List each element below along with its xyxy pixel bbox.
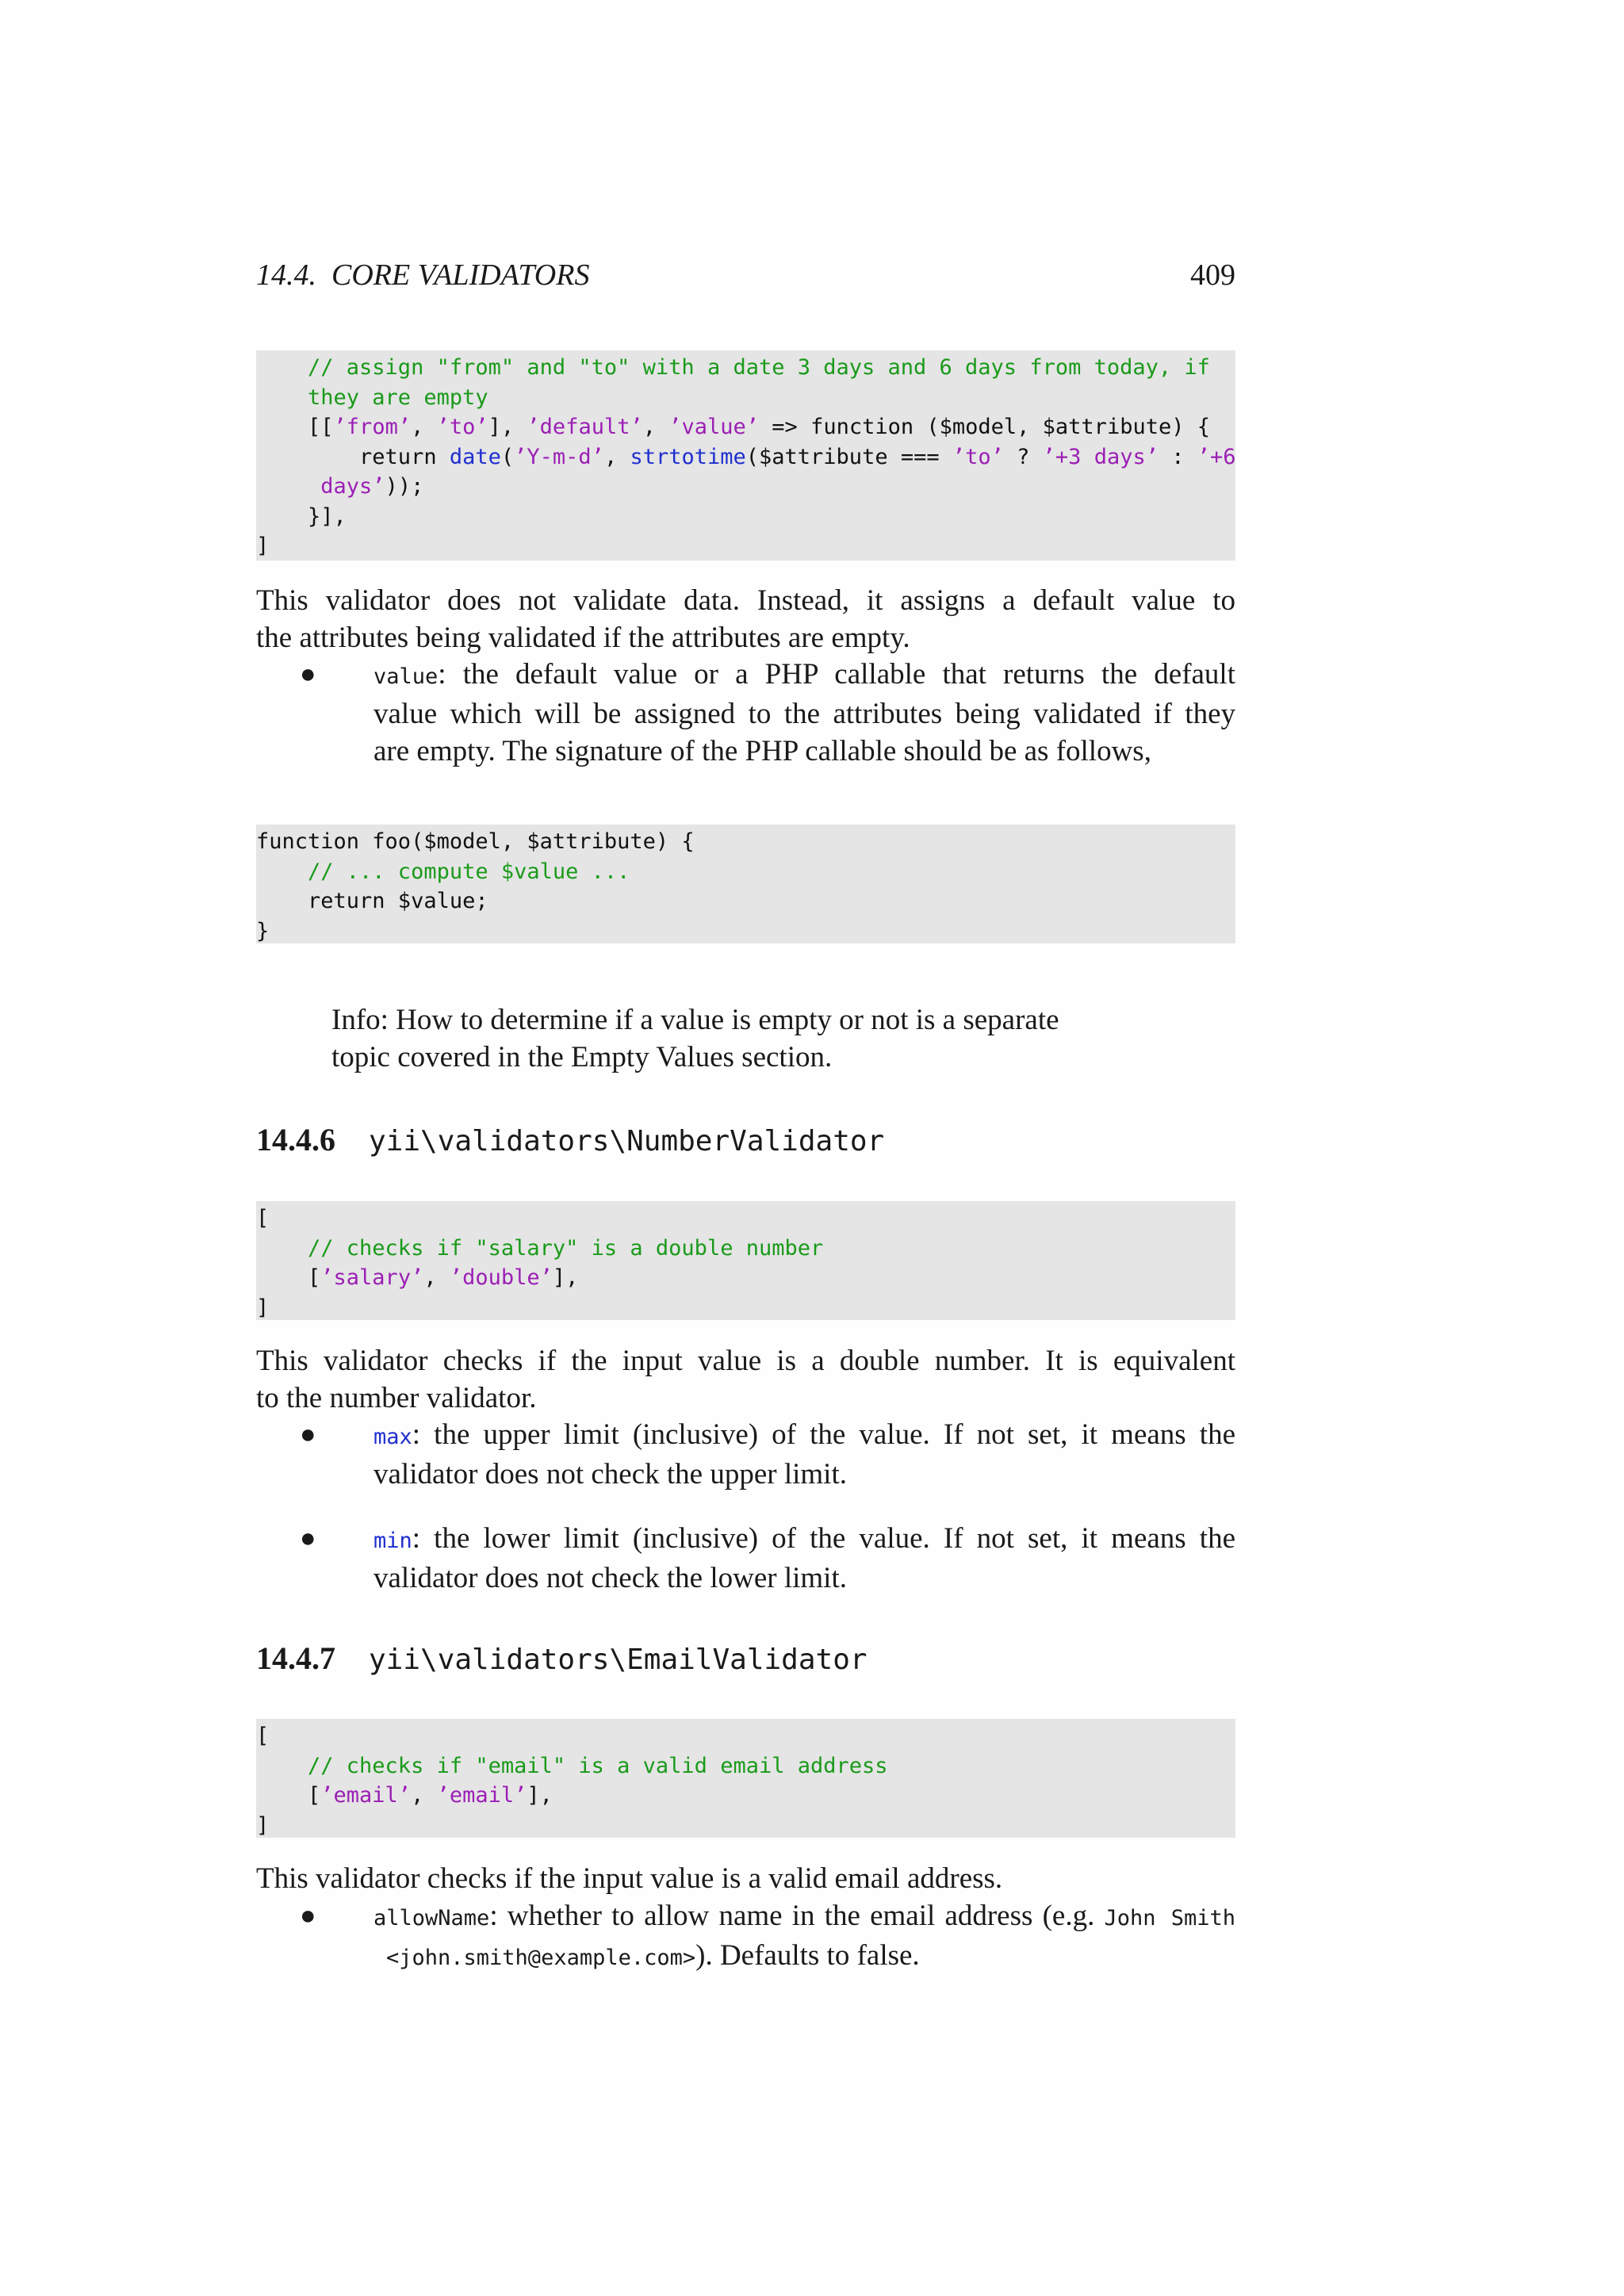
page-number: 409 (1190, 258, 1235, 292)
code-line: } (256, 918, 270, 943)
bullet-icon: ● (300, 660, 316, 689)
code-line: [’salary’, ’double’], (256, 1265, 579, 1290)
code-line: [[’from’, ’to’], ’default’, ’value’ => function ($model, $attribute) { (256, 415, 1210, 439)
paragraph-email-validator: This validator checks if the input value is a valid email address. (256, 1862, 1003, 1895)
paragraph-default-validator: This validator does not validate data. Instead, it assigns a default value to the attributes being validated if the attributes are empty. (256, 584, 1235, 654)
code-line: ] (256, 534, 270, 558)
code-line: [’email’, ’email’], (256, 1783, 553, 1808)
code-line: return date(’Y-m-d’, strtotime($attribute === ’to’ ? ’+3 days’ : ’+6 (256, 444, 1236, 469)
code-line: they are empty (256, 385, 488, 410)
code-line: [ (256, 1724, 270, 1748)
code-block-default-validator (256, 350, 1235, 561)
code-line: [ (256, 1206, 270, 1230)
code-line: return $value; (256, 889, 488, 913)
code-block-callable-signature (256, 825, 1235, 943)
code-line: ] (256, 1295, 270, 1320)
code-block-number-validator (256, 1201, 1235, 1320)
bullet-icon: ● (300, 1901, 316, 1931)
running-header (256, 258, 1235, 297)
info-note: Info: How to determine if a value is empty or not is a separate topic covered in the Empty Values section. (331, 1004, 1059, 1073)
code-line: // assign "from" and "to" with a date 3 days and 6 days from today, if (256, 355, 1210, 380)
code-block-email-validator (256, 1719, 1235, 1838)
code-line: // checks if "salary" is a double number (256, 1235, 824, 1261)
keyword-allowname: allowName (373, 1906, 490, 1931)
code-line: }], (256, 503, 347, 529)
keyword-max[interactable]: max (373, 1425, 412, 1449)
keyword-min[interactable]: min (373, 1529, 412, 1553)
code-line: // ... compute $value ... (256, 859, 630, 884)
bullet-icon: ● (300, 1524, 316, 1553)
paragraph-number-validator: This validator checks if the input value is a double number. It is equivalent to the number validator. (256, 1345, 1235, 1414)
code-line: function foo($model, $attribute) { (256, 829, 695, 854)
code-line: ] (256, 1812, 270, 1838)
bullet-icon: ● (300, 1420, 316, 1449)
code-line: // checks if "email" is a valid email address (256, 1753, 888, 1778)
keyword-value: value (373, 664, 439, 689)
section-heading-email-validator: 14.4.7 yii\validators\EmailValidator (256, 1640, 868, 1676)
code-line: days’)); (256, 474, 424, 499)
document-page: 14.4. CORE VALIDATORS 409 // assign "from" and "to" with a date 3 days and 6 days from today, if they are empty [[’from’, ’to’], ’default’, ’value’ => function ($model, $attribute) { return date(’Y-m-d’, strtotime($attribute === ’to’ ? ’+3 days’ : ’+6 days’)); }], ] This validator does not validate data. Instead, it assigns a default value to the attributes being validated if the attributes are empty. ● value: the default value or a PHP callable that returns the default value which will be assigned to the attributes being validated if they are empty. The signature of the PHP callable should be as follows, function foo($model, $attribute) { // ... compute $value ... return $value; } Info: How to determine if a value is empty or not is a separate topic covered in the Empty Values section. 14.4.6 yii\validators\NumberValidator [ // checks if "salary" is a double number [’salary’, ’double’], ] This validator checks if the input value is a double number. It is equivalent to the number validator. ● max: the upper limit (inclusive) of the value. If not set, it means the validator does not check the upper limit. ● min: the lower limit (inclusive) of the value. If not set, it means the validator does not check the lower limit. 14.4.7 yii\validators\EmailValidator [ // checks if "email" is a valid email address [’email’, ’email’], ] This validator checks if the input value is a valid email address. ● allowName: whether to allow name in the email address (e.g. John Smith <john.smith@example.com>). Defaults to false. (256, 258, 1236, 1972)
section-header: 14.4. CORE VALIDATORS (256, 258, 590, 292)
section-heading-number-validator: 14.4.6 yii\validators\NumberValidator (256, 1122, 885, 1158)
